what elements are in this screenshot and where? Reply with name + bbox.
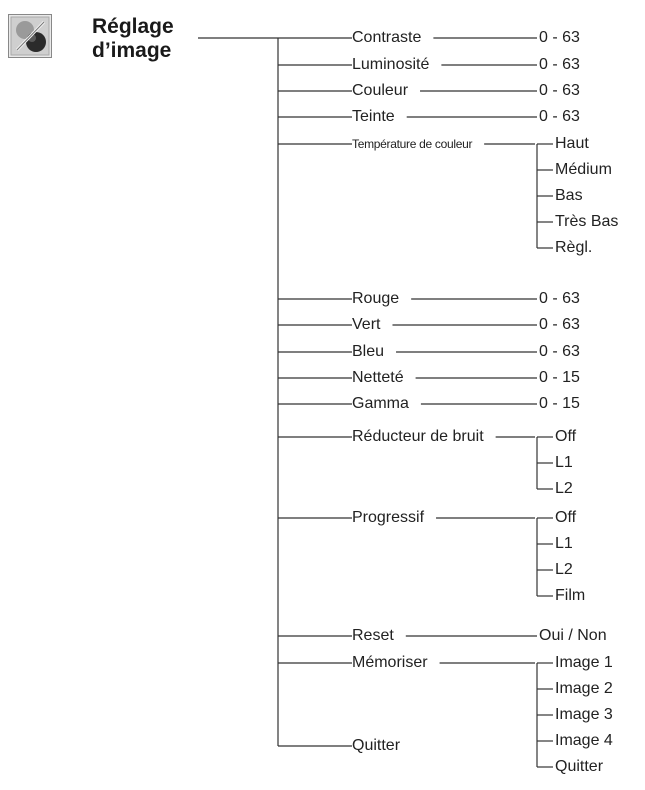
submenu-option: Médium (555, 161, 612, 178)
menu-item-6: Rouge (352, 290, 400, 307)
menu-item-8: Bleu (352, 343, 385, 360)
submenu-option: L2 (555, 561, 573, 578)
menu-item-value: 0 - 63 (539, 56, 580, 73)
submenu-option: Très Bas (555, 213, 619, 230)
submenu-option: Règl. (555, 239, 593, 256)
menu-item-13: Reset (352, 627, 394, 644)
menu-item-value: 0 - 63 (539, 343, 580, 360)
submenu-option: L2 (555, 480, 573, 497)
menu-item-value: 0 - 63 (539, 108, 580, 125)
submenu-option: Image 1 (555, 654, 613, 671)
menu-item-2: Luminosité (352, 56, 430, 73)
menu-item-4: Teinte (352, 108, 395, 125)
submenu-option: Image 3 (555, 706, 613, 723)
submenu-option: Bas (555, 187, 583, 204)
menu-item-1: Contraste (352, 29, 422, 46)
submenu-option: Image 2 (555, 680, 613, 697)
menu-item-3: Couleur (352, 82, 409, 99)
submenu-option: L1 (555, 535, 573, 552)
menu-item-5: Température de couleur (352, 137, 473, 151)
menu-title-line2: d’image (92, 39, 172, 62)
menu-item-10: Gamma (352, 395, 409, 412)
submenu-option: Film (555, 587, 586, 604)
submenu-option: L1 (555, 454, 573, 471)
menu-item-15: Quitter (352, 737, 401, 754)
menu-item-value: 0 - 15 (539, 369, 580, 386)
submenu-option: Off (555, 509, 577, 526)
submenu-option: Quitter (555, 758, 604, 775)
menu-item-11: Réducteur de bruit (352, 428, 484, 445)
menu-item-14: Mémoriser (352, 654, 428, 671)
menu-item-value: 0 - 15 (539, 395, 580, 412)
menu-item-value: 0 - 63 (539, 29, 580, 46)
submenu-option: Off (555, 428, 577, 445)
menu-item-12: Progressif (352, 509, 425, 526)
menu-item-9: Netteté (352, 369, 404, 386)
menu-item-7: Vert (352, 316, 381, 333)
menu-title-line1: Réglage (92, 15, 174, 38)
menu-item-value: 0 - 63 (539, 290, 580, 307)
submenu-option: Haut (555, 135, 589, 152)
menu-item-value: Oui / Non (539, 627, 607, 644)
submenu-option: Image 4 (555, 732, 613, 749)
menu-item-value: 0 - 63 (539, 316, 580, 333)
menu-item-value: 0 - 63 (539, 82, 580, 99)
